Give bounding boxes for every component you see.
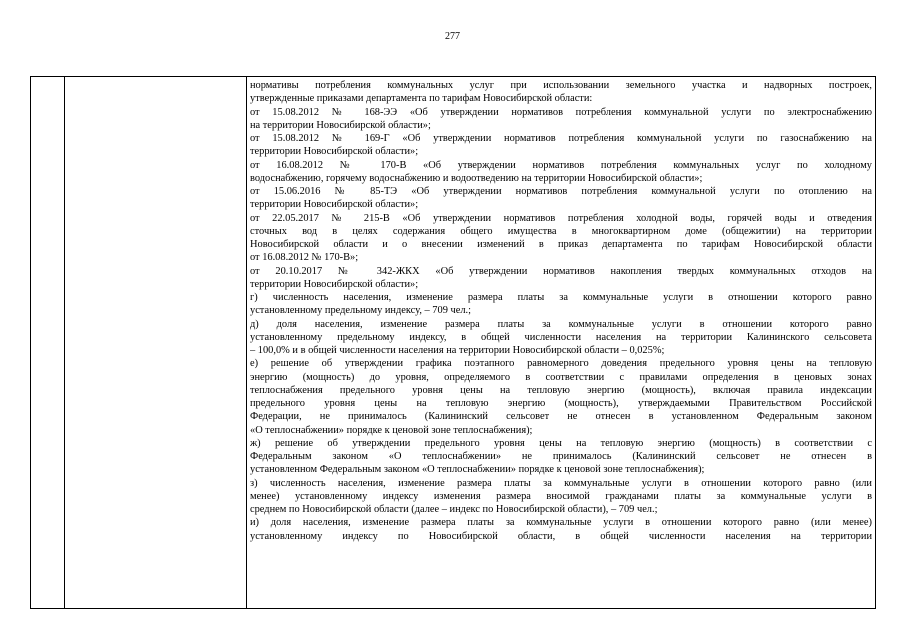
text-line: – 100,0% и в общей численности населения на территории Новосибирской области – 0,025%; [250, 345, 665, 356]
text-line: установленному предельному индексу, в общей численности населения на территории Калининского сельсовета [250, 331, 872, 343]
text-line: Федеральным законом «О теплоснабжении» не принималось (Калининский сельсовет не отнесен в [250, 451, 872, 462]
text-line: территории Новосибирской области»; [250, 199, 419, 211]
text-line: от 15.06.2016 № 85-ТЭ «Об утверждении нормативов потребления коммунальной услуги по отоплению на [250, 186, 872, 197]
text-line: Новосибирской области и о внесении изменений в приказ департамента по тарифам Новосибирской области [250, 239, 872, 250]
document-table [30, 76, 876, 609]
text-line: утвержденные приказами департамента по тарифам Новосибирской области: [250, 93, 593, 105]
text-line: Федерации, не принималось (Калининский сельсовет не отнесен в установленном Федеральным законом [250, 411, 872, 423]
text-line: теплоснабжения предельного уровня цены на тепловую энергию (мощность), включая правила индексации [250, 384, 872, 396]
text-line: нормативы потребления коммунальных услуг при использовании земельного участка и надворных построек, [250, 80, 872, 91]
text-line: от 20.10.2017 № 342-ЖКХ «Об утверждении нормативов накопления твердых коммунальных отходов на [250, 265, 872, 277]
text-line: от 16.08.2012 № 170-В»; [250, 252, 359, 264]
text-line: от 16.08.2012 № 170-В «Об утверждении нормативов потребления коммунальных услуг по холодному [250, 159, 872, 171]
text-line: и) доля населения, изменение размера платы за коммунальные услуги в отношении которого равно (или менее) [250, 517, 872, 529]
page-number: 277 [445, 31, 460, 42]
text-line: от 22.05.2017 № 215-В «Об утверждении нормативов потребления холодной воды, горячей воды и отведения [250, 212, 872, 224]
text-line: установленному предельному индексу, – 709 чел.; [250, 305, 471, 317]
text-line: территории Новосибирской области»; [250, 278, 419, 290]
text-line: з) численность населения, изменение размера платы за коммунальные услуги в отношении которого равно (или [250, 477, 872, 489]
text-line: ж) решение об утверждении предельного уровня цены на тепловую энергию (мощность) в соответствии с [250, 437, 872, 449]
text-line: установленному индексу по Новосибирской области, в общей численности населения на территории [250, 530, 872, 542]
text-line: среднем по Новосибирской области (далее – индекс по Новосибирской области), – 709 чел.; [250, 504, 658, 515]
text-line: д) доля населения, изменение размера платы за коммунальные услуги в отношении которого равно [250, 318, 872, 330]
text-line: г) численность населения, изменение размера платы за коммунальные услуги в отношении которого равно [250, 292, 872, 303]
text-line: е) решение об утверждении графика поэтапного равномерного доведения предельного уровня цены на тепловую [250, 358, 872, 370]
column-divider [246, 77, 247, 608]
table-cell-text [250, 79, 872, 543]
column-divider [64, 77, 65, 608]
text-line: энергию (мощность) до уровня, определяемого в соответствии с правилами определения в ценовых зонах [250, 371, 872, 383]
text-line: предельного уровня цены на тепловую энергию (мощность), утверждаемыми Правительством Российской [250, 398, 872, 409]
text-line: от 15.08.2012 № 168-ЭЭ «Об утверждении нормативов потребления коммунальной услуги по электроснабжению [250, 106, 872, 118]
text-line: менее) установленному индексу изменения размера вносимой гражданами платы за коммунальные услуги в [250, 490, 872, 502]
text-line: «О теплоснабжении» порядке к ценовой зоне теплоснабжения); [250, 424, 533, 436]
text-line: сточных вод в целях содержания общего имущества в многоквартирном доме (общежитии) на территории [250, 225, 872, 237]
text-line: водоснабжению, горячему водоснабжению и водоотведению на территории Новосибирской области»; [250, 172, 703, 184]
text-line: на территории Новосибирской области»; [250, 119, 431, 131]
text-line: территории Новосибирской области»; [250, 146, 419, 158]
text-line: от 15.08.2012 № 169-Г «Об утверждении нормативов потребления коммунальной услуги по газоснабжению на [250, 133, 872, 144]
text-line: установленном Федеральным законом «О теплоснабжении» порядке к ценовой зоне теплоснабжения); [250, 464, 705, 476]
